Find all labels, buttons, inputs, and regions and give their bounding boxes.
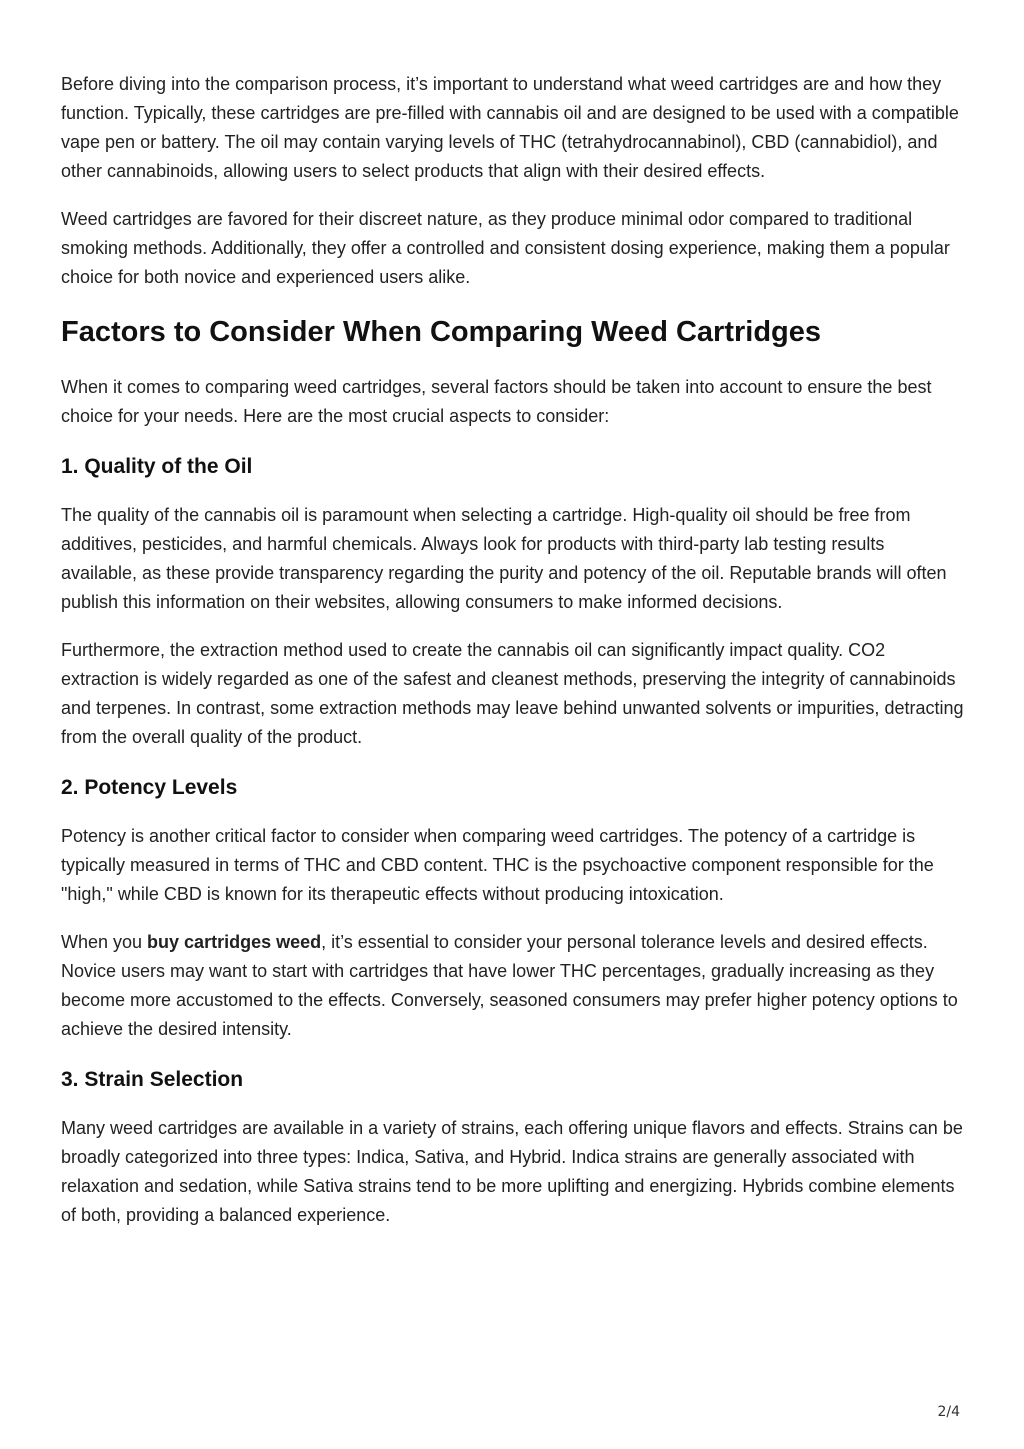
factors-heading: Factors to Consider When Comparing Weed Cartridges bbox=[61, 316, 822, 348]
quality-paragraph-2: Furthermore, the extraction method used to create the cannabis oil can significantly impact quality. CO2 extraction is widely regarded as one of the safest and cleanest methods, preserving the integrity of cannabinoids and terpenes. In contrast, some extraction methods may leave behind unwanted solvents or impurities, detracting from the overall quality of the product. bbox=[61, 640, 964, 747]
strain-paragraph-1: Many weed cartridges are available in a variety of strains, each offering unique flavors and effects. Strains can be broadly categorized into three types: Indica, Sativa, and Hybrid. Indica strains are generally associated with relaxation and sedation, while Sativa strains tend to be more uplifting and energizing. Hybrids combine elements of both, providing a balanced experience. bbox=[61, 1118, 963, 1225]
quality-paragraph-1: The quality of the cannabis oil is paramount when selecting a cartridge. High-quality oil should be free from additives, pesticides, and harmful chemicals. Always look for products with third-party lab testing results available, as these provide transparency regarding the purity and potency of the oil. Reputable brands will often publish this information on their websites, allowing consumers to make informed decisions. bbox=[61, 505, 947, 612]
quality-heading: 1. Quality of the Oil bbox=[61, 455, 253, 478]
potency-paragraph-2 bbox=[61, 928, 965, 1044]
potency-paragraph-1: Potency is another critical factor to consider when comparing weed cartridges. The potency of a cartridge is typically measured in terms of THC and CBD content. THC is the psychoactive component responsible for the "high," while CBD is known for its therapeutic effects without producing intoxication. bbox=[61, 826, 934, 904]
page-number: 2/4 bbox=[937, 1404, 960, 1420]
intro-paragraph-2: Weed cartridges are favored for their discreet nature, as they produce minimal odor compared to traditional smoking methods. Additionally, they offer a controlled and consistent dosing experience, making them a popular choice for both novice and experienced users alike. bbox=[61, 209, 950, 287]
intro-paragraph-1: Before diving into the comparison process, it’s important to understand what weed cartridges are and how they function. Typically, these cartridges are pre-filled with cannabis oil and are designed to be used with a compatible vape pen or battery. The oil may contain varying levels of THC (tetrahydrocannabinol), CBD (cannabidiol), and other cannabinoids, allowing users to select products that align with their desired effects. bbox=[61, 74, 959, 181]
document-page bbox=[61, 70, 965, 1249]
buy-cartridges-link-text: buy cartridges weed bbox=[147, 932, 322, 952]
factors-intro-paragraph: When it comes to comparing weed cartridges, several factors should be taken into account to ensure the best choice for your needs. Here are the most crucial aspects to consider: bbox=[61, 377, 932, 426]
potency-heading: 2. Potency Levels bbox=[61, 776, 238, 799]
strain-heading: 3. Strain Selection bbox=[61, 1068, 244, 1091]
potency-text-after: , it’s essential to consider your personal tolerance levels and desired effects. Novice users may want to start with cartridges that have lower THC percentages, gradually increasing as they become more accustomed to the effects. Conversely, seasoned consumers may prefer higher potency options to achieve the desired intensity. bbox=[61, 932, 958, 1039]
potency-text-before: When you bbox=[61, 932, 148, 952]
